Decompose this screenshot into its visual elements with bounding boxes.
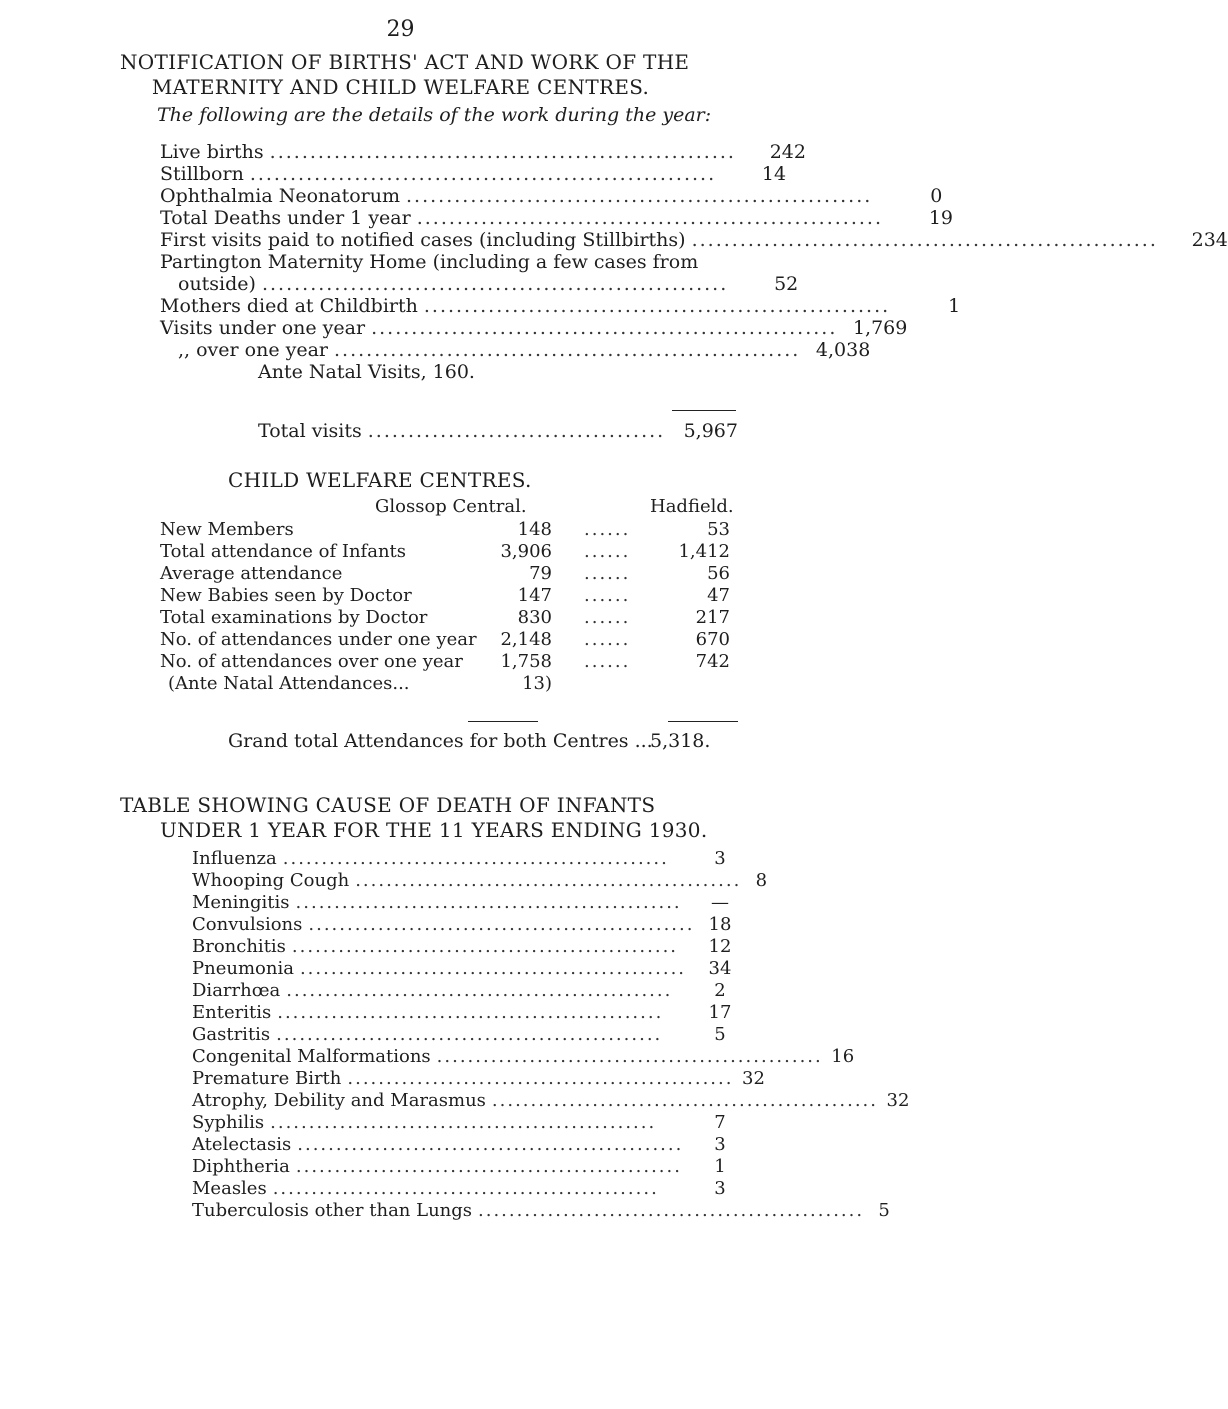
grand-total-rule-hadfield: [668, 721, 738, 722]
death-cause-row: Influenza .................................................. 3: [192, 848, 726, 869]
col-header-hadfield: Hadfield.: [650, 496, 734, 517]
death-cause-row: Bronchitis .................................................. 12: [192, 936, 732, 957]
ante-natal-visits: Ante Natal Visits, 160.: [258, 361, 475, 383]
section-title-line2: MATERNITY AND CHILD WELFARE CENTRES.: [151, 75, 650, 99]
centres-title: CHILD WELFARE CENTRES.: [228, 468, 532, 492]
deaths-title-line1: TABLE SHOWING CAUSE OF DEATH OF INFANTS: [120, 793, 656, 817]
death-cause-row: Gastritis .................................................. 5: [192, 1024, 726, 1045]
total-rule: [672, 410, 736, 411]
stat-row-label: Partington Maternity Home (including a few cases from: [160, 251, 699, 273]
stat-row: Live births .......................................................... 242: [160, 141, 806, 163]
section-title-line1: NOTIFICATION OF BIRTHS' ACT AND WORK OF THE: [120, 50, 690, 74]
deaths-title-line2: UNDER 1 YEAR FOR THE 11 YEARS ENDING 1930.: [160, 818, 708, 842]
stat-row: Total Deaths under 1 year .......................................................... 19: [160, 207, 953, 229]
death-cause-row: Diarrhœa .................................................. 2: [192, 980, 726, 1001]
total-visits-row: Total visits ..................................... 5,967: [258, 420, 738, 442]
death-cause-row: Diphtheria .................................................. 1: [192, 1156, 726, 1177]
stat-row: Mothers died at Childbirth .......................................................... 1: [160, 295, 961, 317]
grand-total-rule-glossop: [468, 721, 538, 722]
death-cause-row: Pneumonia .................................................. 34: [192, 958, 732, 979]
death-cause-row: Convulsions .................................................. 18: [192, 914, 732, 935]
death-cause-row: Enteritis .................................................. 17: [192, 1002, 732, 1023]
stat-row: Visits under one year .......................................................... 1,769: [160, 317, 908, 339]
death-cause-row: Congenital Malformations .................................................. 16: [192, 1046, 855, 1067]
death-cause-row: Atelectasis .................................................. 3: [192, 1134, 726, 1155]
death-cause-row: Tuberculosis other than Lungs .................................................. 5: [192, 1200, 890, 1221]
death-cause-row: Measles .................................................. 3: [192, 1178, 726, 1199]
intro-text: The following are the details of the work during the year:: [157, 104, 712, 126]
death-cause-row: Whooping Cough .................................................. 8: [192, 870, 768, 891]
stat-row: First visits paid to notified cases (including Stillbirths) .......................................................... 234: [160, 229, 1228, 251]
death-cause-row: Premature Birth .................................................. 32: [192, 1068, 765, 1089]
death-cause-row: Atrophy, Debility and Marasmus .................................................. 32: [192, 1090, 910, 1111]
page-number: 29: [386, 17, 415, 42]
col-header-glossop: Glossop Central.: [375, 496, 527, 517]
stat-row: Stillborn .......................................................... 14: [160, 163, 787, 185]
grand-total-value: 5,318.: [650, 730, 711, 752]
stat-row: outside) .......................................................... 52: [178, 273, 799, 295]
grand-total-label: Grand total Attendances for both Centres ...: [228, 730, 653, 752]
stat-row: Ophthalmia Neonatorum .......................................................... 0: [160, 185, 943, 207]
death-cause-row: Meningitis .................................................. —: [192, 892, 729, 913]
death-cause-row: Syphilis .................................................. 7: [192, 1112, 726, 1133]
stat-row: ,, over one year .......................................................... 4,038: [178, 339, 871, 361]
